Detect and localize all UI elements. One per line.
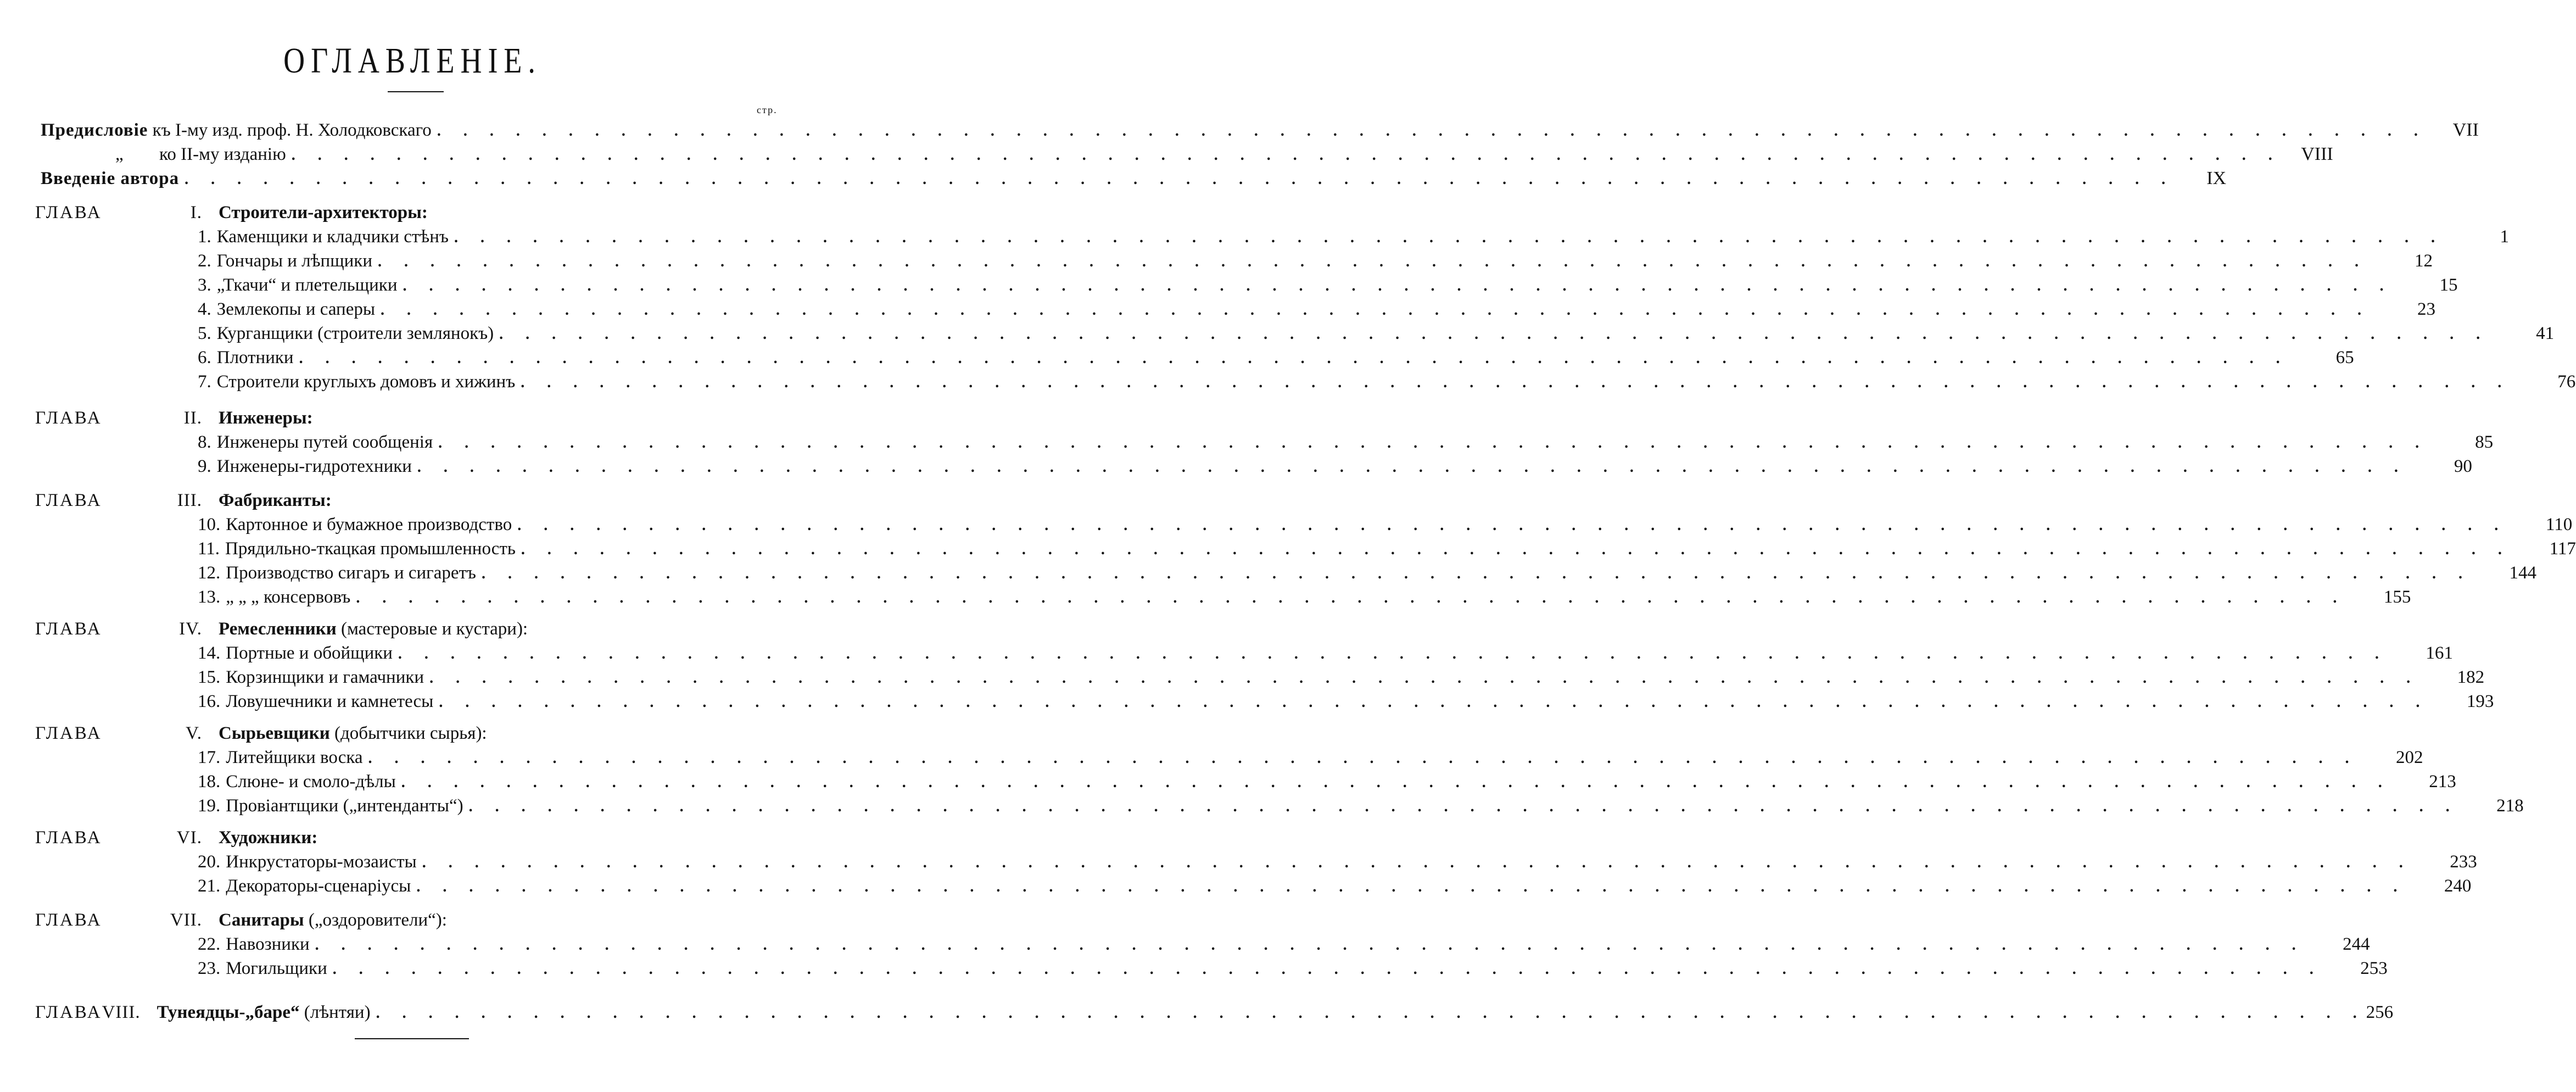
- toc-page-number: 233: [2450, 852, 2477, 872]
- toc-entry[interactable]: [198, 794, 2524, 817]
- toc-entry-label: Декораторы-сценаріусы: [226, 876, 411, 896]
- toc-entry[interactable]: [198, 249, 2433, 272]
- toc-entry-number: 5.: [198, 324, 211, 343]
- toc-entry-label: „ „ „ консервовъ: [226, 587, 351, 607]
- toc-entry[interactable]: [198, 455, 2472, 478]
- toc-entry[interactable]: [198, 225, 2509, 248]
- dot-leader: . . . . . . . . . . . . . . . . . . . . . . . . . . . . . . . . . . . . . . . . . . . . . . . . . . . . . . . . . . . . . . . . . . . . . . . . . . . .: [381, 302, 2371, 319]
- toc-page-number: 240: [2444, 876, 2472, 896]
- toc-entry[interactable]: [198, 346, 2354, 369]
- toc-entry[interactable]: [198, 513, 2573, 536]
- toc-page-number: 15: [2439, 275, 2458, 295]
- chapter-title: Фабриканты:: [219, 491, 332, 510]
- dot-leader: . . . . . . . . . . . . . . . . . . . . . . . . . . . . . . . . . . . . . . . . . . . . . . . . . . . . . . . . . . . . . . . . . . . . . . . . . . . .: [185, 171, 2175, 188]
- toc-entry-label: Прядильно-ткацкая промышленность: [225, 539, 516, 559]
- toc-page-number: 85: [2475, 432, 2494, 452]
- toc-entry-label: Введеніе автора: [41, 169, 180, 188]
- toc-page-number: IX: [2206, 168, 2227, 188]
- toc-page-number: VIII: [2301, 144, 2333, 164]
- chapter-word: ГЛАВА: [35, 491, 102, 510]
- chapter-heading[interactable]: [35, 722, 487, 745]
- toc-page-number: VII: [2452, 120, 2479, 140]
- toc-page-number: 110: [2545, 515, 2573, 534]
- toc-entry[interactable]: [198, 746, 2423, 769]
- toc-entry-introduction[interactable]: [41, 167, 2227, 190]
- toc-entry-label: Каменщики и кладчики стѣнъ: [216, 227, 449, 247]
- toc-entry-label: „ ко II-му изданію: [115, 143, 292, 166]
- toc-entry-label: Предисловіе къ I-му изд. проф. Н. Холодковскаго: [41, 120, 432, 140]
- toc-entry-number: 14.: [198, 643, 221, 663]
- toc-page-number: 155: [2383, 587, 2411, 607]
- dot-leader: . . . . . . . . . . . . . . . . . . . . . . . . . . . . . . . . . . . . . . . . . . . . . . . . . . . . . . . . . . . . . . . . . . . . . . . . . . . .: [438, 434, 2429, 452]
- dot-leader: . . . . . . . . . . . . . . . . . . . . . . . . . . . . . . . . . . . . . . . . . . . . . . . . . . . . . . . . . . . . . . . . . . . . . . . . . . . .: [429, 670, 2420, 687]
- dot-leader: . . . . . . . . . . . . . . . . . . . . . . . . . . . . . . . . . . . . . . . . . . . . . . . . . . . . . . . . . . . . . . . . . . . . . . . . . . . .: [517, 517, 2508, 534]
- chapter-number: IV.: [179, 619, 202, 639]
- toc-entry-label: Гончары и лѣпщики: [216, 251, 372, 271]
- toc-entry[interactable]: [198, 586, 2411, 609]
- dot-leader: . . . . . . . . . . . . . . . . . . . . . . . . . . . . . . . . . . . . . . . . . . . . . . . . . . . . . . . . . . . . . . . . . . . . . . . . . . . .: [299, 350, 2289, 367]
- dot-leader: . . . . . . . . . . . . . . . . . . . . . . . . . . . . . . . . . . . . . . . . . . . . . . . . . . . . . . . . . . . . . . . . . . . . . . . . . . . .: [377, 253, 2368, 270]
- chapter-heading[interactable]: [35, 826, 317, 849]
- toc-entry-preface-1[interactable]: [41, 119, 2479, 142]
- chapter-heading[interactable]: [35, 617, 528, 640]
- toc-entry-label: Производство сигаръ и сигаретъ: [226, 563, 476, 583]
- chapter-title: Сырьевщики (добытчики сырья):: [219, 723, 487, 743]
- dot-leader: . . . . . . . . . . . . . . . . . . . . . . . . . . . . . . . . . . . . . . . . . . . . . . . . . . . . . . . . . . . . . . . . . . . . . . . . . . . .: [356, 589, 2346, 606]
- toc-entry-preface-2[interactable]: [115, 143, 2333, 166]
- toc-entry-number: 17.: [198, 748, 221, 767]
- dot-leader: . . . . . . . . . . . . . . . . . . . . . . . . . . . . . . . . . . . . . . . . . . . . . . . . . . . . . . . . . . . . . . . . . . . . . . . . . . . .: [499, 326, 2490, 343]
- chapter-title: Художники:: [219, 828, 318, 848]
- toc-entry-number: 12.: [198, 563, 221, 583]
- title-rule: [388, 91, 444, 92]
- chapter-title: Инженеры:: [219, 408, 313, 428]
- toc-entry[interactable]: [198, 322, 2555, 345]
- chapter-title: Санитары („оздоровители“):: [219, 910, 447, 930]
- toc-entry[interactable]: [198, 770, 2456, 793]
- toc-entry-number: 18.: [198, 772, 221, 792]
- toc-entry-label: Провіантщики („интенданты“): [226, 796, 463, 816]
- chapter-number: VII.: [170, 910, 202, 930]
- toc-entry[interactable]: [198, 874, 2472, 898]
- toc-page-number: 253: [2360, 959, 2388, 978]
- dot-leader: . . . . . . . . . . . . . . . . . . . . . . . . . . . . . . . . . . . . . . . . . . . . . . . . . . . . . . . . . . . . . . . . . . . . . . . . . . . .: [439, 694, 2429, 711]
- toc-page-number: 182: [2457, 667, 2485, 687]
- toc-page-number: 90: [2454, 456, 2472, 476]
- toc-entry-number: 11.: [198, 539, 220, 559]
- toc-entry[interactable]: [198, 642, 2453, 665]
- toc-entry[interactable]: [198, 666, 2485, 689]
- toc-page-number: 213: [2429, 772, 2456, 792]
- chapter-number: V.: [186, 723, 202, 743]
- toc-page-number: 218: [2496, 796, 2524, 816]
- toc-entry[interactable]: [198, 957, 2388, 980]
- toc-entry-label: Слюне- и смоло-дѣлы: [226, 772, 396, 792]
- toc-entry-label: Строители круглыхъ домовъ и хижинъ: [216, 372, 516, 392]
- dot-leader: . . . . . . . . . . . . . . . . . . . . . . . . . . . . . . . . . . . . . . . . . . . . . . . . . . . . . . . . . . . . . . . . . . . . . . . . . . . .: [315, 937, 2305, 954]
- toc-entry-label: Землекопы и саперы: [216, 299, 376, 319]
- dot-leader: . . . . . . . . . . . . . . . . . . . . . . . . . . . . . . . . . . . . . . . . . . . . . . . . . . . . . . . . . . . . . . . . . . . . . . . . . . . .: [521, 541, 2511, 558]
- toc-entry[interactable]: [198, 431, 2494, 454]
- chapter-title: Ремесленники (мастеровые и кустари):: [219, 619, 528, 639]
- toc-page-number: 12: [2414, 251, 2433, 271]
- chapter-number: VI.: [176, 828, 202, 848]
- toc-entry-label: „Ткачи“ и плетельщики: [216, 275, 398, 295]
- toc-entry[interactable]: [198, 274, 2458, 297]
- chapter-word: ГЛАВА: [35, 723, 102, 743]
- chapter-heading[interactable]: [35, 909, 447, 932]
- toc-page-number: 76: [2557, 372, 2576, 392]
- dot-leader: . . . . . . . . . . . . . . . . . . . . . . . . . . . . . . . . . . . . . . . . . . . . . . . . . . . . . . . . . . . . . . . . . . . . . . . . . . . .: [403, 277, 2393, 294]
- toc-page-number: 65: [2335, 348, 2354, 367]
- toc-entry-number: 9.: [198, 456, 211, 476]
- toc-entry[interactable]: [198, 298, 2436, 321]
- toc-entry-label: Курганщики (строители землянокъ): [216, 324, 494, 343]
- toc-entry-label: Навозники: [226, 934, 310, 954]
- ditto-mark: „: [115, 144, 124, 164]
- toc-entry-number: 22.: [198, 934, 221, 954]
- toc-entry-number: 2.: [198, 251, 211, 271]
- chapter-word: ГЛАВА: [35, 828, 102, 848]
- toc-entry-number: 16.: [198, 692, 221, 711]
- chapter-title: Тунеядцы-„баре“ (лѣнтяи): [157, 1002, 371, 1022]
- chapter-number: I.: [190, 203, 202, 222]
- dot-leader: . . . . . . . . . . . . . . . . . . . . . . . . . . . . . . . . . . . . . . . . . . . . . . . . . . . . . . . . . . . . . . . . . . . . . . . . . . . .: [416, 878, 2407, 895]
- toc-entry[interactable]: [198, 561, 2536, 584]
- toc-entry[interactable]: [198, 933, 2370, 956]
- toc-entry-label: Инкрустаторы-мозаисты: [226, 852, 417, 872]
- toc-entry-label: Корзинщики и гамачники: [226, 667, 424, 687]
- toc-page-number: 144: [2509, 563, 2536, 583]
- chapter-heading[interactable]: [35, 406, 313, 430]
- chapter-8-row[interactable]: [35, 1001, 2394, 1024]
- toc-page-number: 23: [2417, 299, 2436, 319]
- toc-entry-number: 20.: [198, 852, 221, 872]
- dot-leader: . . . . . . . . . . . . . . . . . . . . . . . . . . . . . . . . . . . . . . . . . . . . . . . . . . . . . . . . . . . . . . . . . . . . . . . . . . . .: [417, 459, 2407, 476]
- page-column-label: стр.: [757, 104, 778, 115]
- toc-page-number: 1: [2500, 227, 2509, 247]
- dot-leader: . . . . . . . . . . . . . . . . . . . . . . . . . . . . . . . . . . . . . . . . . . . . . . . . . . . . . . . . . . . . . . . . . . . . . . . . . . . .: [454, 229, 2444, 246]
- chapter-heading[interactable]: [35, 201, 428, 224]
- toc-page-number: 256: [2366, 1002, 2394, 1022]
- toc-entry-number: 8.: [198, 432, 211, 452]
- toc-entry-label: Картонное и бумажное производство: [226, 515, 512, 534]
- toc-entry[interactable]: [198, 537, 2576, 560]
- toc-entry-number: 3.: [198, 275, 211, 295]
- toc-entry-number: 23.: [198, 959, 221, 978]
- toc-entry-number: 15.: [198, 667, 221, 687]
- closing-rule: [355, 1038, 469, 1039]
- page-title: ОГЛАВЛЕНІЕ.: [283, 40, 541, 81]
- toc-entry[interactable]: [198, 690, 2494, 713]
- toc-entry-number: 7.: [198, 372, 211, 392]
- toc-entry-label: Плотники: [216, 348, 294, 367]
- toc-page-number: 161: [2426, 643, 2453, 663]
- toc-entry-number: 4.: [198, 299, 211, 319]
- dot-leader: . . . . . . . . . . . . . . . . . . . . . . . . . . . . . . . . . . . . . . . . . . . . . . . . . . . . . . . . . . . . . . . . . . . . . . . . . . . .: [481, 565, 2472, 582]
- chapter-heading[interactable]: [35, 489, 332, 512]
- toc-entry-label: Портные и обойщики: [226, 643, 393, 663]
- chapter-word: ГЛАВА: [35, 1002, 102, 1022]
- toc-entry-label: Инженеры-гидротехники: [216, 456, 412, 476]
- chapter-word: ГЛАВА: [35, 203, 102, 222]
- toc-entry-label: Литейщики воска: [226, 748, 363, 767]
- chapter-number: III.: [177, 491, 202, 510]
- toc-entry-number: 1.: [198, 227, 211, 247]
- toc-entry-label: Инженеры путей сообщенія: [216, 432, 433, 452]
- toc-entry-label: Могильщики: [226, 959, 327, 978]
- toc-entry-number: 19.: [198, 796, 221, 816]
- toc-entry-number: 10.: [198, 515, 221, 534]
- dot-leader: . . . . . . . . . . . . . . . . . . . . . . . . . . . . . . . . . . . . . . . . . . . . . . . . . . . . . . . . . . . . . . . . . . . . . . . . . . . .: [376, 1005, 2366, 1022]
- dot-leader: . . . . . . . . . . . . . . . . . . . . . . . . . . . . . . . . . . . . . . . . . . . . . . . . . . . . . . . . . . . . . . . . . . . . . . . . . . . .: [332, 961, 2323, 978]
- dot-leader: . . . . . . . . . . . . . . . . . . . . . . . . . . . . . . . . . . . . . . . . . . . . . . . . . . . . . . . . . . . . . . . . . . . . . . . . . . . .: [422, 854, 2412, 871]
- toc-entry[interactable]: [198, 850, 2477, 873]
- toc-page-number: 193: [2466, 692, 2494, 711]
- dot-leader: . . . . . . . . . . . . . . . . . . . . . . . . . . . . . . . . . . . . . . . . . . . . . . . . . . . . . . . . . . . . . . . . . . . . . . . . . . . .: [521, 374, 2511, 391]
- toc-entry-label: Ловушечники и камнетесы: [226, 692, 434, 711]
- dot-leader: . . . . . . . . . . . . . . . . . . . . . . . . . . . . . . . . . . . . . . . . . . . . . . . . . . . . . . . . . . . . . . . . . . . . . . . . . . . .: [398, 645, 2388, 662]
- chapter-title: Строители-архитекторы:: [219, 203, 428, 222]
- toc-page-number: 244: [2343, 934, 2370, 954]
- dot-leader: . . . . . . . . . . . . . . . . . . . . . . . . . . . . . . . . . . . . . . . . . . . . . . . . . . . . . . . . . . . . . . . . . . . . . . . . . . . .: [291, 147, 2282, 164]
- toc-page-number: 117: [2549, 539, 2576, 559]
- chapter-word: ГЛАВА: [35, 408, 102, 428]
- toc-entry-number: 13.: [198, 587, 221, 607]
- toc-page-number: 41: [2536, 324, 2555, 343]
- toc-page-number: 202: [2396, 748, 2423, 767]
- toc-entry[interactable]: [198, 370, 2576, 393]
- chapter-word: ГЛАВА: [35, 910, 102, 930]
- dot-leader: . . . . . . . . . . . . . . . . . . . . . . . . . . . . . . . . . . . . . . . . . . . . . . . . . . . . . . . . . . . . . . . . . . . . . . . . . . . .: [401, 774, 2391, 791]
- toc-entry-number: 21.: [198, 876, 221, 896]
- dot-leader: . . . . . . . . . . . . . . . . . . . . . . . . . . . . . . . . . . . . . . . . . . . . . . . . . . . . . . . . . . . . . . . . . . . . . . . . . . . .: [368, 750, 2359, 767]
- chapter-number: VIII.: [102, 1002, 141, 1022]
- dot-leader: . . . . . . . . . . . . . . . . . . . . . . . . . . . . . . . . . . . . . . . . . . . . . . . . . . . . . . . . . . . . . . . . . . . . . . . . . . . .: [468, 798, 2459, 815]
- dot-leader: . . . . . . . . . . . . . . . . . . . . . . . . . . . . . . . . . . . . . . . . . . . . . . . . . . . . . . . . . . . . . . . . . . . . . . . . . . . .: [437, 122, 2427, 140]
- chapter-word: ГЛАВА: [35, 619, 102, 639]
- chapter-number: II.: [183, 408, 202, 428]
- toc-entry-number: 6.: [198, 348, 211, 367]
